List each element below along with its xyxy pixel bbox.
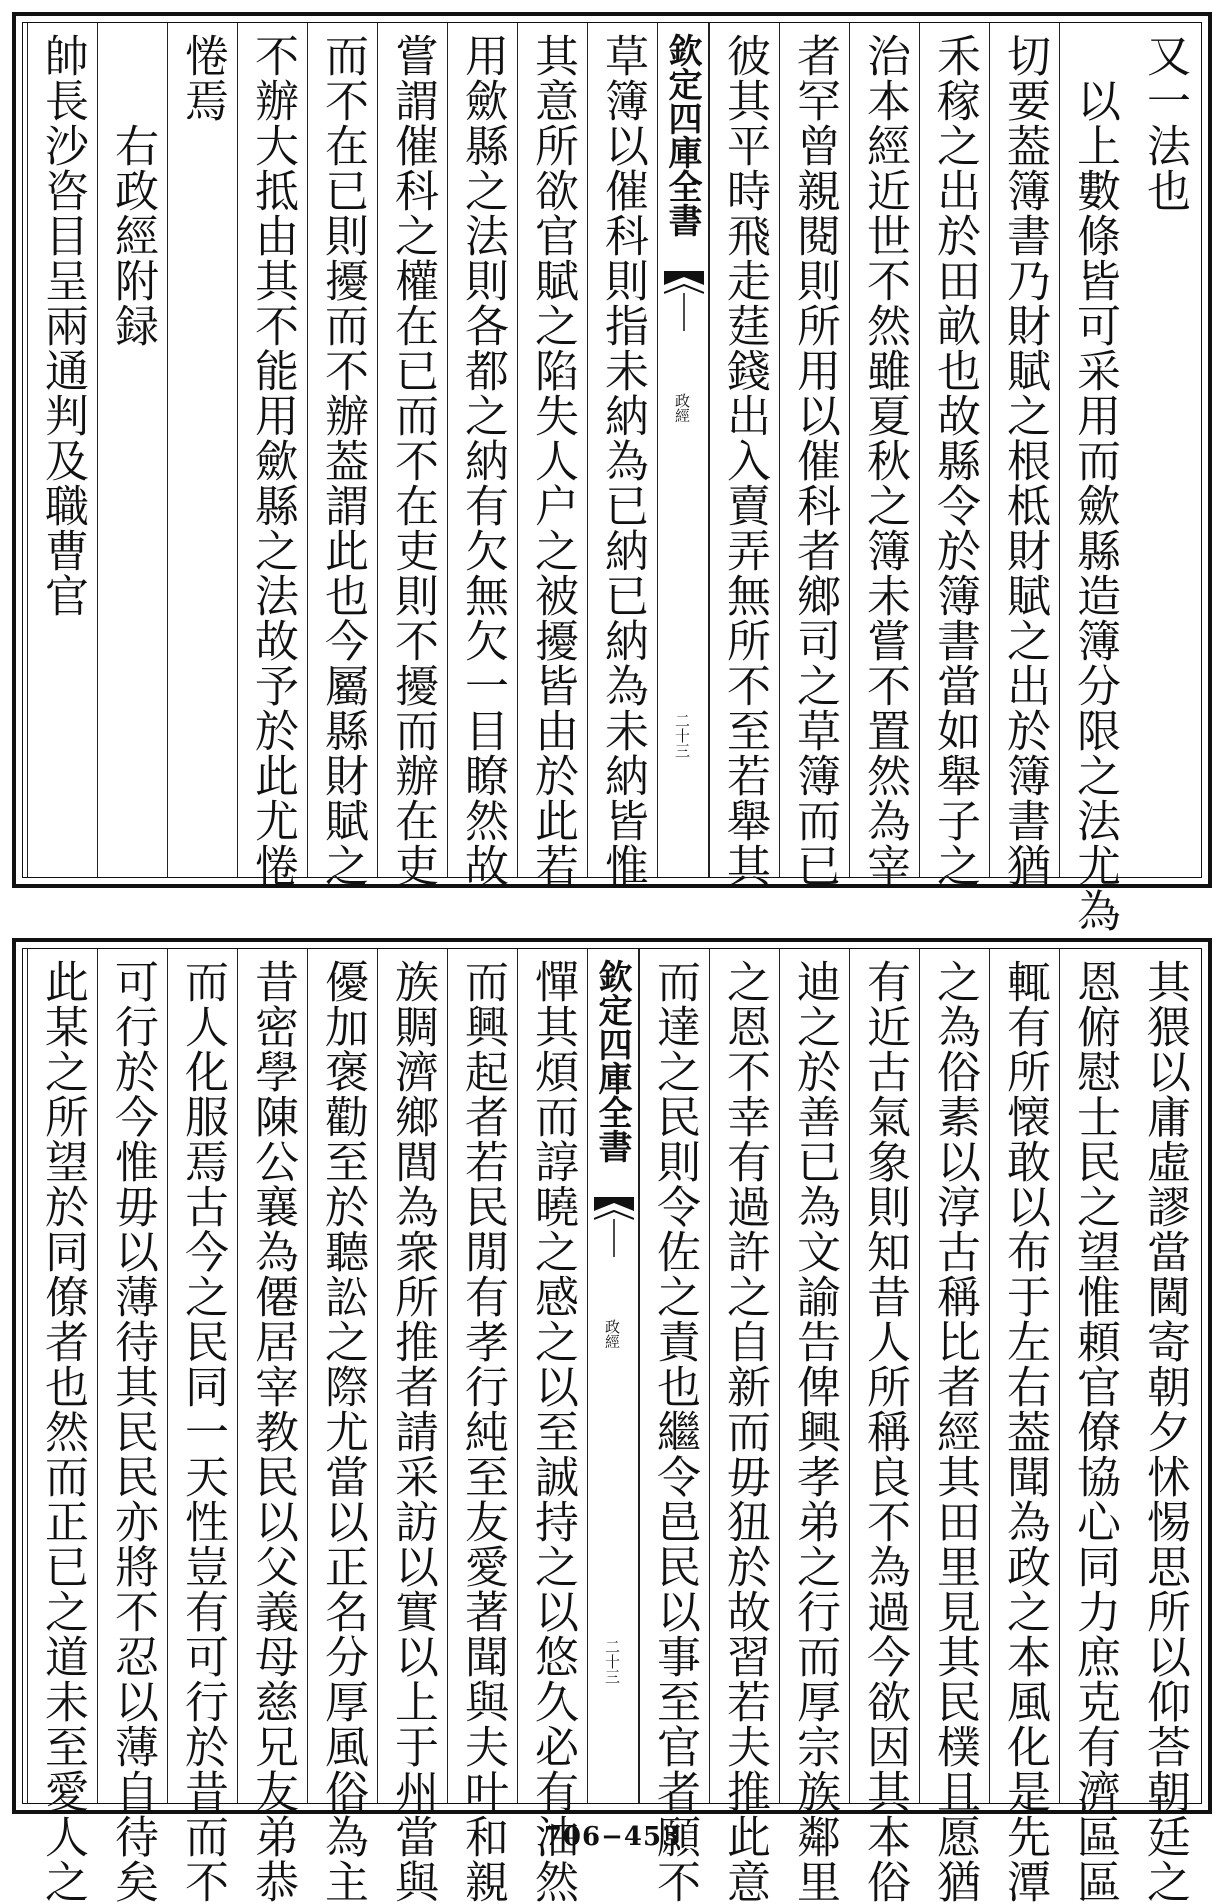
column-text: 彼其平時飛走莛錢出入賣弄無所不至若舉其 — [719, 33, 770, 888]
column-text: 此某之所望於同僚者也然而正已之道未至愛人之 — [37, 959, 88, 1904]
column-text: 嘗謂催科之權在已而不在吏則不擾而辦在吏 — [387, 33, 438, 888]
text-column — [849, 949, 919, 1904]
column-text: 者罕曾親閱則所用以催科者鄉司之草簿而已 — [789, 33, 840, 888]
column-text: 可行於今惟毋以薄待其民民亦將不忍以薄自待矣 — [107, 959, 158, 1904]
text-column — [447, 23, 517, 888]
column-text: 之為俗素以淳古稱比者經其田里見其民樸且愿猶 — [929, 959, 980, 1904]
text-column — [849, 23, 919, 888]
text-column — [639, 949, 709, 1904]
column-text: 恩俯慰士民之望惟頼官僚協心同力庶克有濟區區 — [1069, 959, 1120, 1904]
text-column — [97, 949, 167, 1904]
column-text: 輒有所懐敢以布于左右葢聞為政之本風化是先潭 — [999, 959, 1050, 1904]
column-text: 治本經近世不然雖夏秋之簿未嘗不置然為宰 — [859, 33, 910, 888]
text-column — [1059, 949, 1129, 1904]
column-text: 其意所欲官賦之陷失人户之被擾皆由於此若 — [527, 33, 578, 888]
column-text: 而達之民則令佐之責也繼令邑民以事至官者願不 — [649, 959, 700, 1904]
text-column — [587, 23, 657, 888]
bottom-center-banner — [587, 949, 639, 1803]
column-text: 憚其煩而諄曉之感之以至誠持之以悠久必有油然 — [527, 959, 578, 1904]
top-page — [12, 12, 1212, 933]
text-column — [1059, 23, 1129, 933]
text-column — [167, 949, 237, 1904]
column-text: 迪之於善已為文諭告俾興孝弟之行而厚宗族鄰里 — [789, 959, 840, 1904]
column-text: 用歛縣之法則各都之納有欠無欠一目瞭然故 — [457, 33, 508, 888]
banner-section-label: 政經 — [673, 393, 691, 423]
banner-title: 欽定四庫全書 — [592, 959, 632, 1163]
banner-folio-number: 二十三 — [603, 1639, 621, 1684]
text-column — [919, 23, 989, 888]
banner-folio-number: 二十三 — [673, 713, 691, 758]
column-text: 不辦大抵由其不能用歛縣之法故予於此尤惓 — [247, 33, 298, 888]
text-column — [517, 949, 587, 1904]
text-column — [377, 949, 447, 1904]
column-text: 有近古氣象則知昔人所稱良不為過今欲因其本俗 — [859, 959, 910, 1904]
text-column — [447, 949, 517, 1904]
text-column — [377, 23, 447, 888]
top-center-banner — [657, 23, 709, 877]
column-text: 族賙濟鄉閭為衆所推者請采訪以實以上于州當與 — [387, 959, 438, 1904]
text-column — [97, 23, 167, 877]
text-column — [989, 949, 1059, 1904]
page-number: 706−453 — [543, 1822, 682, 1852]
column-text: 之恩不幸有過許之自新而毋狃於故習若夫推此意 — [719, 959, 770, 1904]
text-column — [307, 949, 377, 1904]
column-text: 以上數條皆可采用而歛縣造簿分限之法尤為 — [1069, 33, 1120, 933]
column-text: 而不在已則擾而不辦葢謂此也今屬縣財賦之 — [317, 33, 368, 888]
text-column — [27, 23, 97, 877]
text-column — [1129, 949, 1199, 1904]
text-column — [779, 949, 849, 1904]
text-column — [1129, 23, 1199, 877]
column-text: 右政經附録 — [107, 33, 158, 348]
top-page-frame — [22, 22, 1202, 933]
banner-section-label: 政經 — [603, 1319, 621, 1349]
text-column — [167, 23, 237, 877]
column-text: 帥長沙咨目呈兩通判及職曹官 — [37, 33, 88, 618]
text-column — [919, 949, 989, 1904]
text-column — [779, 23, 849, 888]
column-text: 優加褒勸至於聽訟之際尤當以正名分厚風俗為主 — [317, 959, 368, 1904]
text-column — [27, 949, 97, 1904]
text-column — [237, 23, 307, 888]
column-text: 草簿以催科則指未納為已納已納為未納皆惟 — [597, 33, 648, 888]
column-text: 禾稼之出於田畝也故縣令於簿書當如舉子之 — [929, 33, 980, 888]
text-column — [709, 23, 779, 888]
text-column — [517, 23, 587, 888]
column-text: 而興起者若民閒有孝行純至友愛著聞與夫叶和親 — [457, 959, 508, 1904]
column-text: 又一法也 — [1139, 33, 1190, 213]
column-text: 昔密學陳公襄為僊居宰教民以父義母慈兄友弟恭 — [247, 959, 298, 1904]
text-column — [237, 949, 307, 1904]
text-column — [709, 949, 779, 1904]
column-text: 其猥以庸虛謬當閫寄朝夕怵惕思所以仰荅朝廷之 — [1139, 959, 1190, 1904]
fish-tail-mark-icon — [594, 1197, 634, 1257]
fish-tail-mark-icon — [664, 271, 704, 331]
column-text: 而人化服焉古今之民同一天性豈有可行於昔而不 — [177, 959, 228, 1904]
banner-title: 欽定四庫全書 — [662, 33, 702, 237]
text-column — [307, 23, 377, 888]
column-text: 惓焉 — [177, 33, 228, 123]
text-column — [989, 23, 1059, 888]
column-text: 切要葢簿書乃財賦之根柢財賦之出於簿書猶 — [999, 33, 1050, 888]
